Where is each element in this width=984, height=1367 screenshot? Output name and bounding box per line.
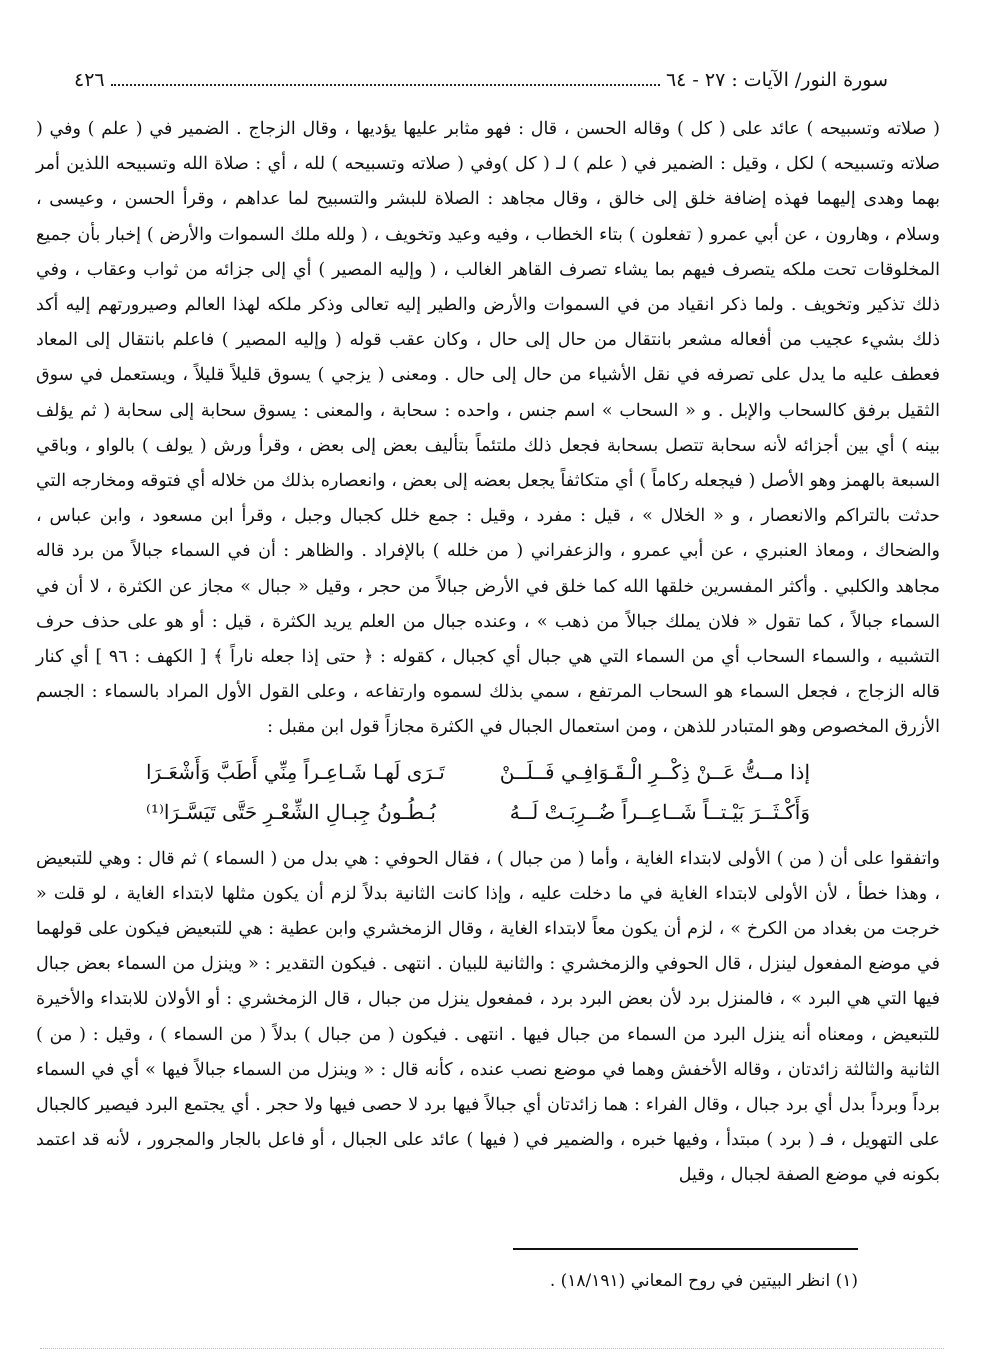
poem-verse <box>36 792 940 832</box>
scan-edge <box>40 1340 944 1349</box>
poem-hemistich-first: إذا مــتُّ عَــنْ ذِكْــرِ الْـقَـوَافِـي فَــلَــنْ <box>499 759 810 784</box>
footnote-separator <box>513 1248 858 1250</box>
main-text <box>36 112 940 1194</box>
paragraph-1: ( صلاته وتسبيحه ) عائد على ( كل ) وقاله الحسن ، قال : فهو مثابر عليها يؤديها ، وقال الزجاج . الضمير في ( علم ) وفي ( صلاته وتسبيحه ) لكل ، وقيل : الضمير في ( علم ) لـ ( كل )وفي ( صلاته وتسبيحه ) لله ، أي : صلاة الله وتسبيحه اللذين أمر بهما وهدى إليهما فهذه إضافة خلق إلى خالق ، وقال مجاهد : الصلاة للبشر والتسبيح لما عداهم ، وقرأ الحسن ، وعيسى ، وسلام ، وهارون ، عن أبي عمرو ( تفعلون ) بتاء الخطاب ، وفيه وعيد وتخويف ، ( ولله ملك السموات والأرض ) إخبار بأن جميع المخلوقات تحت ملكه يتصرف فيهم بما يشاء تصرف القاهر الغالب ، ( وإليه المصير ) أي إلى جزائه من ثواب وعقاب ، وفي ذلك تذكير وتخويف . ولما ذكر انقياد من في السموات والأرض والطير إليه تعالى وذكر ملكه لهذا العالم وصيرورتهم إليه أكد ذلك بشيء عجيب من أفعاله مشعر بانتقال من حال إلى حال ، وكان عقب قوله ( وإليه المصير ) فاعلم بانتقال إلى المعاد فعطف عليه ما يدل على تصرفه في نقل الأشياء من حال إلى حال . ومعنى ( يزجي ) يسوق قليلاً قليلاً ، ويستعمل في سوق الثقيل برفق كالسحاب والإبل . و « السحاب » اسم جنس ، واحده : سحابة ، والمعنى : يسوق سحابة إلى سحابة ( ثم يؤلف بينه ) أي بين أجزائه لأنه سحابة تتصل بسحابة فجعل ذلك ملتئماً بتأليف بعض إلى بعض ، وقرأ ورش ( يولف ) بالواو ، وباقي السبعة بالهمز وهو الأصل ( فيجعله ركاماً ) أي متكاثفاً يجعل بعضه إلى بعض ، وانعصاره بذلك من خلاله أي فتوقه ومخارجه التي حدثت بالتراكم والانعصار ، و « الخلال » ، قيل : مفرد ، وقيل : جمع خلل كجبال وجبل ، وقرأ ابن مسعود ، وابن عباس ، والضحاك ، ومعاذ العنبري ، عن أبي عمرو ، والزعفراني ( من خلله ) بالإفراد . والظاهر : أن في السماء جبالاً من برد قاله مجاهد والكلبي . وأكثر المفسرين خلقها الله كما خلق في الأرض جبالاً من حجر ، وقيل « جبال » مجاز عن الكثرة ، لا أن في السماء جبالاً ، كما تقول « فلان يملك جبالاً من ذهب » ، وعنده جبال من العلم يريد الكثرة ، قيل : أو هو على حذف حرف التشبيه ، والسماء السحاب أي من السماء التي هي جبال أي كجبال ، كقوله : ﴿ حتى إذا جعله ناراً ﴾ [ الكهف : ٩٦ ] أي كنار قاله الزجاج ، فجعل السماء هو السحاب المرتفع ، سمي بذلك لسموه وارتفاعه ، وعلى القول الأول المراد بالسماء : الجسم الأزرق المخصوص وهو المتبادر للذهن ، ومن استعمال الجبال في الكثرة مجازاً قول ابن مقبل : <box>36 119 941 738</box>
footnote: (١) انظر البيتين في روح المعاني (١٨/١٩١) . <box>549 1271 858 1291</box>
running-header <box>68 62 888 92</box>
poem <box>36 752 940 832</box>
poem-hemistich-second: تَـرَى لَهـا شَـاعِـراً مِنِّي أَطَبَّ وَأَشْعَـرَا <box>146 759 445 784</box>
paragraph-2: واتفقوا على أن ( من ) الأولى لابتداء الغاية ، وأما ( من جبال ) ، فقال الحوفي : هي بدل من ( السماء ) ثم قال : وهي للتبعيض ، وهذا خطأ ، لأن الأولى لابتداء الغاية في ما دخلت عليه ، وإذا كانت الثانية بدلاً لزم أن يكون مثلها لابتداء الغاية ، لو قلت « خرجت من بغداد من الكرخ » ، لزم أن يكون معاً لابتداء الغاية ، وقال الزمخشري وابن عطية : هي للتبعيض فيكون على قولهما في موضع المفعول لينزل ، قال الحوفي والزمخشري : والثانية للبيان . انتهى . فيكون التقدير : « وينزل من السماء بعض جبال فيها التي هي البرد » ، فالمنزل برد لأن بعض البرد برد ، فمفعول ينزل من جبال ، قال الزمخشري : أو الأولان للابتداء والأخيرة للتبعيض ، ومعناه أنه ينزل البرد من السماء من جبال فيها . انتهى . فيكون ( من جبال ) بدلاً ( من السماء ) ، وقيل : ( من ) الثانية والثالثة زائدتان ، وقاله الأخفش وهما في موضع نصب عنده ، كأنه قال : « وينزل من السماء جبالاً فيها » أي في السماء برداً وبرداً بدل أي برد جبال ، وقال الفراء : هما زائدتان أي جبالاً فيها برد لا حصى فيها ولا حجر . أي يجتمع البرد فيصير كالجبال على التهويل ، فـ ( برد ) مبتدأ ، وفيها خبره ، والضمير في ( فيها ) عائد على الجبال ، أو فاعل بالجار والمجرور ، لأنه قد اعتمد بكونه في موضع الصفة لجبال ، وقيل <box>36 848 940 1186</box>
poem-hemistich-first: وَأَكْـثَــرَ بَيْـتــاً شَــاعِــراً ضُــرِبَـتْ لَــهُ <box>509 799 810 824</box>
poem-hemistich-second: بُـطُـونُ جِبـالِ الشِّعْـرِ حَتَّى تَيَسَّـرَا⁽¹⁾ <box>146 799 436 824</box>
poem-verse <box>36 752 940 792</box>
header-dotted-leader <box>111 84 660 86</box>
surah-title: سورة النور/ الآيات : ٢٧ - ٦٤ <box>665 69 888 91</box>
page-number: ٤٢٦ <box>74 69 105 91</box>
